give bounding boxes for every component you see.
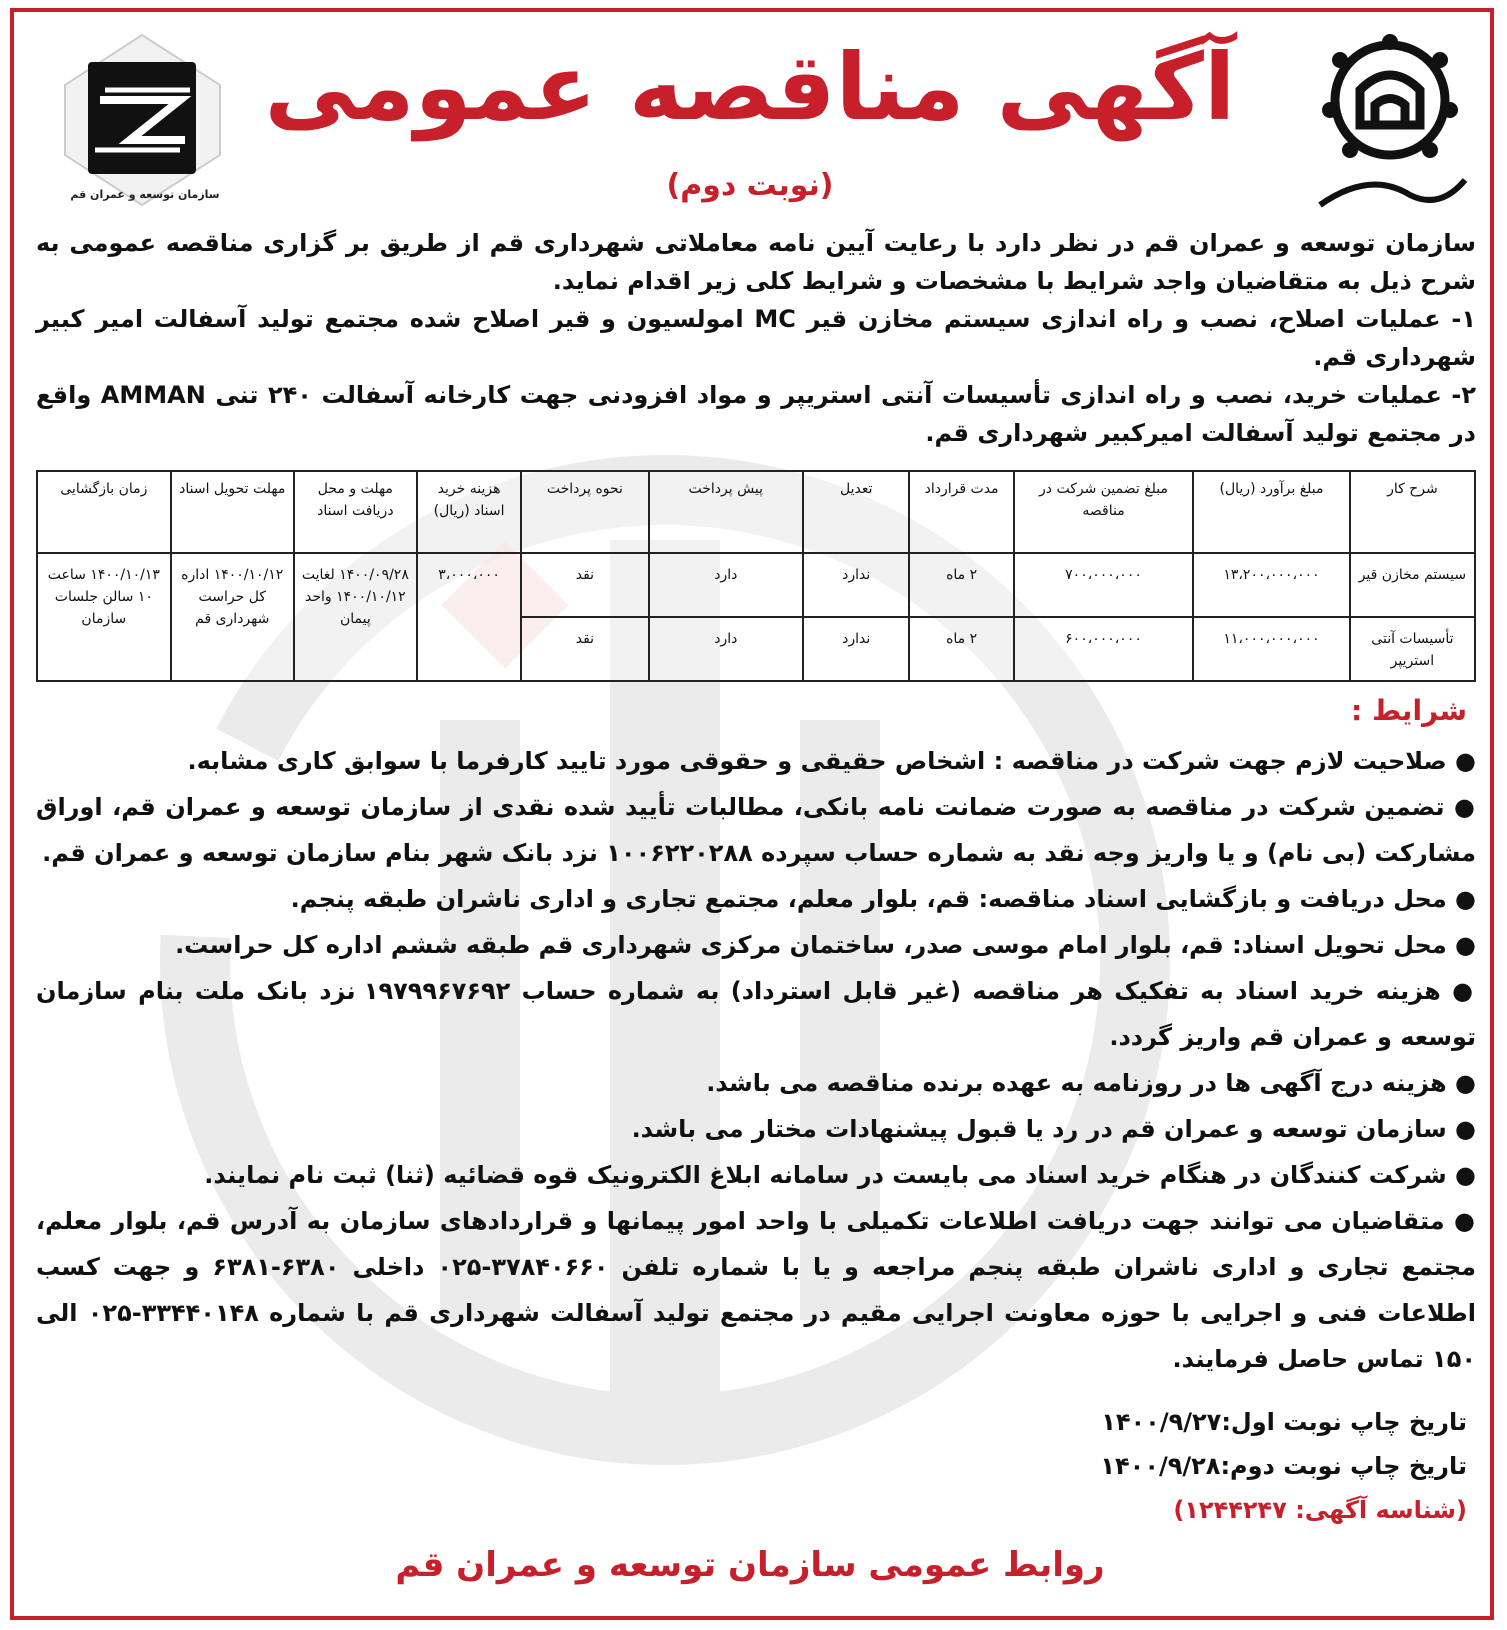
row2-adjustment: ندارد (803, 617, 909, 681)
header-payment-method: نحوه پرداخت (521, 471, 648, 553)
table-header-row (37, 471, 1475, 553)
list-item: ● هزینه خرید اسناد به تفکیک هر مناقصه (غیر قابل استرداد) به شماره حساب ۱۹۷۹۹۶۷۶۹۲ نزد بانک ملت بنام سازمان توسعه و عمران قم واریز گردد. (36, 968, 1476, 1060)
list-item: ● صلاحیت لازم جهت شرکت در مناقصه : اشخاص حقیقی و حقوقی مورد تایید کارفرما با سوابق کاری مشابه. (36, 738, 1476, 784)
footer-signature: روابط عمومی سازمان توسعه و عمران قم (395, 1545, 1105, 1585)
first-print-date: تاریخ چاپ نوبت اول:۱۴۰۰/۹/۲۷ (1101, 1408, 1467, 1436)
row1-guarantee: ۷۰۰،۰۰۰،۰۰۰ (1014, 553, 1193, 617)
row1-description: سیستم مخازن قیر (1350, 553, 1475, 617)
ad-id: (شناسه آگهی: ۱۲۴۴۲۴۷) (1173, 1496, 1467, 1524)
header-adjustment: تعدیل (803, 471, 909, 553)
second-print-date: تاریخ چاپ نوبت دوم:۱۴۰۰/۹/۲۸ (1100, 1452, 1467, 1480)
print-dates (27, 1400, 1467, 1532)
list-item: ● سازمان توسعه و عمران قم در رد یا قبول پیشنهادات مختار می باشد. (36, 1106, 1476, 1152)
list-item: ● شرکت کنندگان در هنگام خرید اسناد می بایست در سامانه ابلاغ الکترونیک قوه قضائیه (ثنا) ثبت نام نمایند. (36, 1152, 1476, 1198)
header-delivery-deadline: مهلت تحویل اسناد (171, 471, 294, 553)
row1-duration: ۲ ماه (909, 553, 1013, 617)
header-opening-time: زمان بازگشایی (37, 471, 171, 553)
list-item: ● متقاضیان می توانند جهت دریافت اطلاعات تکمیلی با واحد امور پیمانها و قراردادهای سازمان به آدرس قم، بلوار معلم، مجتمع تجاری و اداری ناشران طبقه پنجم مراجعه و یا با شماره تلفن ۳۷۸۴۰۶۶۰-۰۲۵ داخلی ۶۳۸۰-۶۳۸۱ و جهت کسب اطلاعات فنی و اجرایی با حوزه معاونت اجرایی مقیم در مجتمع تولید آسفالت شهرداری قم با شماره ۳۳۴۴۰۱۴۸-۰۲۵ الی ۱۵۰ تماس حاصل فرمایند. (36, 1198, 1476, 1382)
tender-table (36, 470, 1476, 682)
intro-paragraph: سازمان توسعه و عمران قم در نظر دارد با رعایت آیین نامه معاملاتی شهرداری قم از طریق بر گزاری مناقصه عمومی به شرح ذیل به متقاضیان واجد شرایط با مشخصات و شرایط کلی زیر اقدام نماید. (36, 229, 1476, 295)
list-item: ● محل تحویل اسناد: قم، بلوار امام موسی صدر، ساختمان مرکزی شهرداری قم طبقه ششم اداره کل حراست. (36, 922, 1476, 968)
opening-time-cell: ۱۴۰۰/۱۰/۱۳ ساعت ۱۰ سالن جلسات سازمان (37, 553, 171, 681)
header-estimate: مبلغ برآورد (ریال) (1193, 471, 1350, 553)
row2-guarantee: ۶۰۰،۰۰۰،۰۰۰ (1014, 617, 1193, 681)
row2-estimate: ۱۱،۰۰۰،۰۰۰،۰۰۰ (1193, 617, 1350, 681)
row1-payment-method: نقد (521, 553, 648, 617)
row2-duration: ۲ ماه (909, 617, 1013, 681)
intro-section (36, 224, 1476, 452)
header-guarantee: مبلغ تضمین شرکت در مناقصه (1014, 471, 1193, 553)
conditions-list (36, 738, 1476, 1382)
row2-description: تأسیسات آنتی استریپر (1350, 617, 1475, 681)
list-item: ● تضمین شرکت در مناقصه به صورت ضمانت نامه بانکی، مطالبات تأیید شده نقدی از سازمان توسعه و عمران قم، اوراق مشارکت (بی نام) و یا واریز وجه نقد به شماره حساب سپرده ۱۰۰۶۲۲۰۲۸۸ نزد بانک شهر بنام سازمان توسعه و عمران قم. (36, 784, 1476, 876)
row2-payment-method: نقد (521, 617, 648, 681)
conditions-title: شرایط : (1351, 694, 1467, 727)
list-item: ● محل دریافت و بازگشایی اسناد مناقصه: قم، بلوار معلم، مجتمع تجاری و اداری ناشران طبقه پنجم. (36, 876, 1476, 922)
header-description: شرح کار (1350, 471, 1475, 553)
qom-municipality-logo-icon (1290, 30, 1475, 220)
header-receipt-deadline: مهلت و محل دریافت اسناد (294, 471, 417, 553)
header-prepayment: پیش پرداخت (649, 471, 803, 553)
intro-item-1: ۱- عملیات اصلاح، نصب و راه اندازی سیستم مخازن قیر MC امولسیون و قیر اصلاح شده مجتمع تولید آسفالت امیر کبیر شهرداری قم. (36, 305, 1476, 371)
delivery-deadline-cell: ۱۴۰۰/۱۰/۱۲ اداره کل حراست شهرداری قم (171, 553, 294, 681)
left-logo-caption: سازمان توسعه و عمران قم (70, 188, 220, 201)
row2-prepayment: دارد (649, 617, 803, 681)
header-duration: مدت قرارداد (909, 471, 1013, 553)
round-label: (نوبت دوم) (666, 168, 834, 203)
table-row (37, 553, 1475, 617)
list-item: ● هزینه درج آگهی ها در روزنامه به عهده برنده مناقصه می باشد. (36, 1060, 1476, 1106)
intro-item-2: ۲- عملیات خرید، نصب و راه اندازی تأسیسات آنتی استریپر و مواد افزودنی جهت کارخانه آسفالت ۲۴۰ تنی AMMAN واقع در مجتمع تولید آسفالت امیرکبیر شهرداری قم. (36, 381, 1476, 447)
row1-prepayment: دارد (649, 553, 803, 617)
receipt-deadline-cell: ۱۴۰۰/۰۹/۲۸ لغایت ۱۴۰۰/۱۰/۱۲ واحد پیمان (294, 553, 417, 681)
row1-adjustment: ندارد (803, 553, 909, 617)
doc-fee-cell: ۳،۰۰۰،۰۰۰ (417, 553, 521, 681)
development-organization-logo-icon (60, 30, 225, 210)
header-doc-fee: هزینه خرید اسناد (ریال) (417, 471, 521, 553)
row1-estimate: ۱۳،۲۰۰،۰۰۰،۰۰۰ (1193, 553, 1350, 617)
page-title: آگهی مناقصه عمومی (264, 34, 1236, 141)
